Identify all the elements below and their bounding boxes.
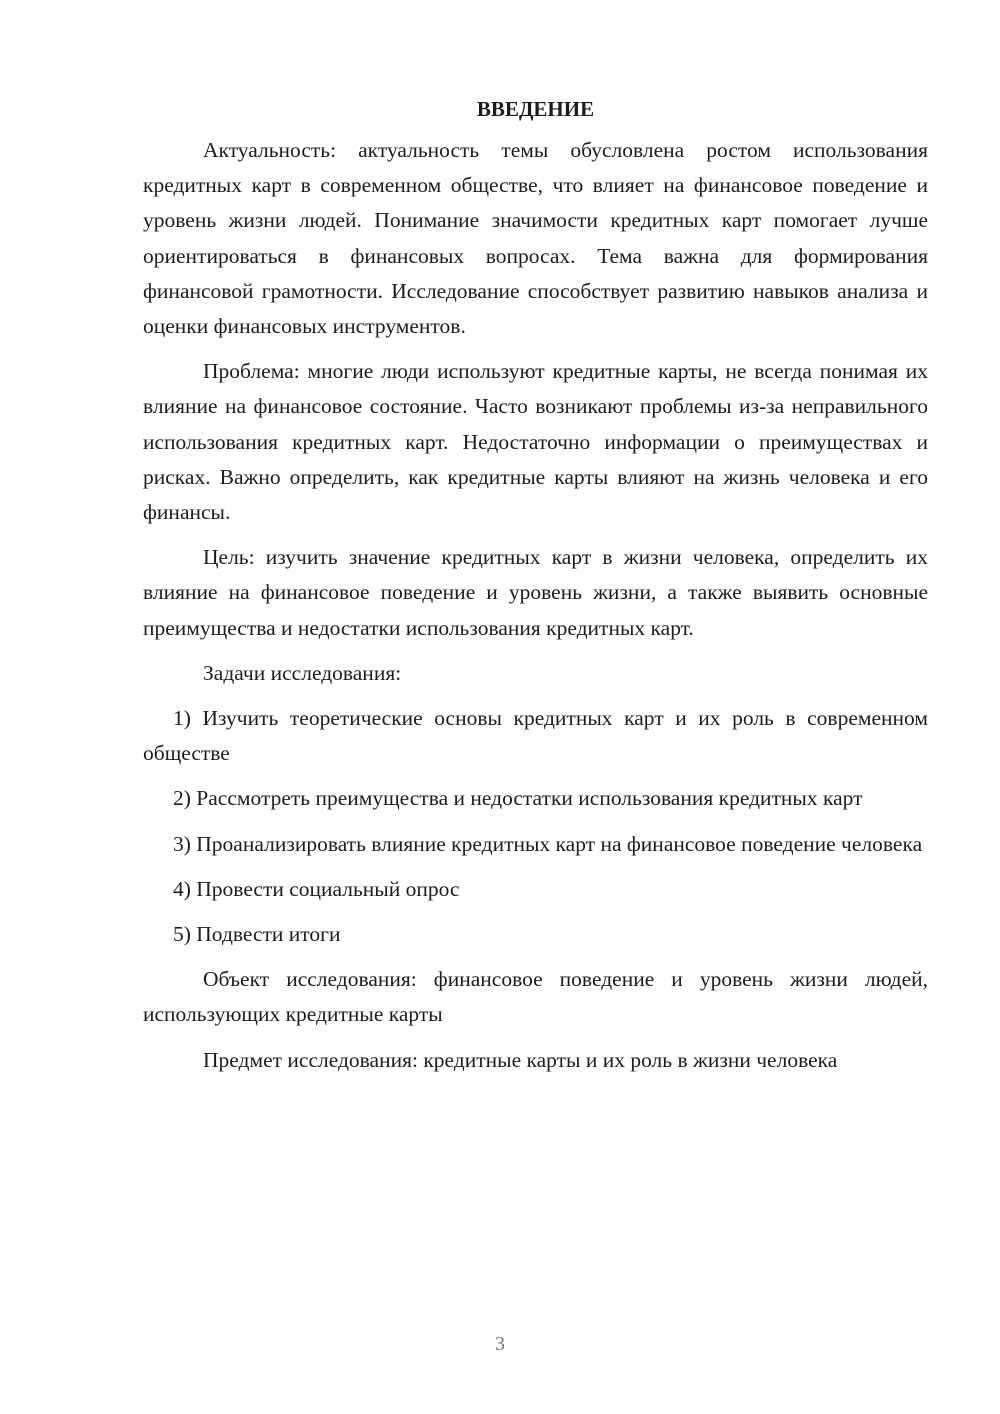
section-title: ВВЕДЕНИЕ xyxy=(476,97,595,121)
task-item: 1) Изучить теоретические основы кредитных карт и их роль в современном обществе xyxy=(143,706,928,766)
task-item: 2) Рассмотреть преимущества и недостатки использования кредитных карт xyxy=(173,786,863,811)
subject-paragraph: Предмет исследования: кредитные карты и их роль в жизни человека xyxy=(203,1047,838,1072)
task-item: 3) Проанализировать влияние кредитных карт на финансовое поведение человека xyxy=(173,831,923,856)
document-page xyxy=(143,92,928,1088)
tasks-list xyxy=(143,701,928,952)
tasks-heading: Задачи исследования: xyxy=(203,660,402,685)
page-number: 3 xyxy=(495,1333,505,1355)
object-paragraph: Объект исследования: финансовое поведение и уровень жизни людей, использующих кредитные карты xyxy=(143,967,928,1027)
problem-paragraph: Проблема: многие люди используют кредитные карты, не всегда понимая их влияние на финансовое состояние. Часто возникают проблемы из-за неправильного использования кредитных карт. Недостаточно информации о преимуществах и рисках. Важно определить, как кредитные карты влияют на жизнь человека и его финансы. xyxy=(143,359,928,525)
task-item: 5) Подвести итоги xyxy=(173,922,341,947)
goal-paragraph: Цель: изучить значение кредитных карт в жизни человека, определить их влияние на финансовое поведение и уровень жизни, а также выявить основные преимущества и недостатки использования кредитных карт. xyxy=(143,545,928,640)
relevance-paragraph: Актуальность: актуальность темы обусловлена ростом использования кредитных карт в современном обществе, что влияет на финансовое поведение и уровень жизни людей. Понимание значимости кредитных карт помогает лучше ориентироваться в финансовых вопросах. Тема важна для формирования финансовой грамотности. Исследование способствует развитию навыков анализа и оценки финансовых инструментов. xyxy=(143,138,928,339)
task-item: 4) Провести социальный опрос xyxy=(173,876,460,901)
